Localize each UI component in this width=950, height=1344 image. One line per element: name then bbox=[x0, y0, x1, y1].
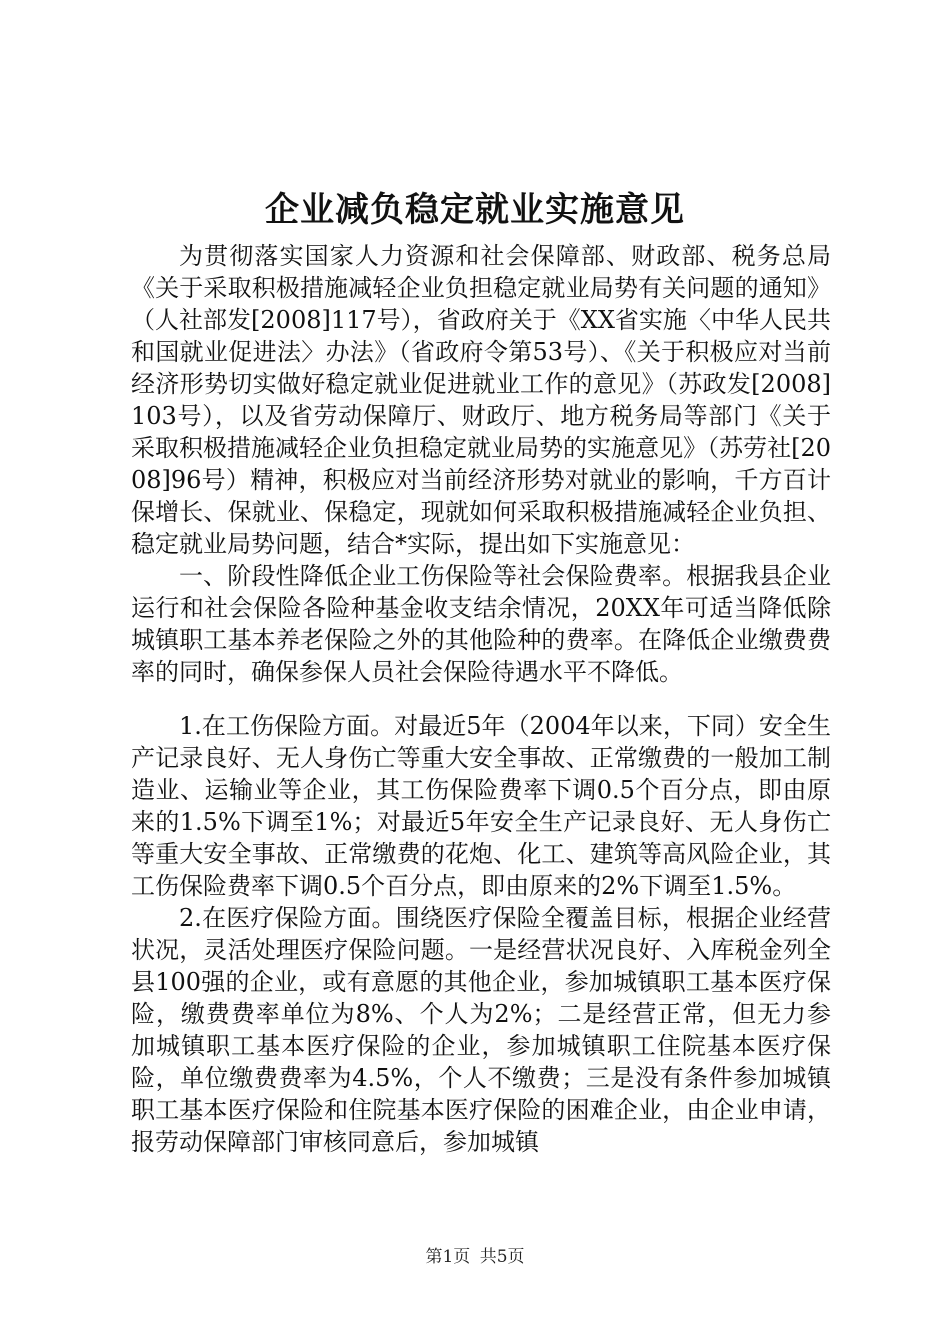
page-footer bbox=[0, 1246, 950, 1268]
page-total: 共5页 bbox=[479, 1247, 525, 1267]
document-title: 企业减负稳定就业实施意见 bbox=[265, 190, 685, 230]
page-number: 第1页 bbox=[425, 1247, 471, 1267]
paragraph-item-2: 2.在医疗保险方面。围绕医疗保险全覆盖目标，根据企业经营状况，灵活处理医疗保险问题。一是经营状况良好、入库税金列全县100强的企业，或有意愿的其他企业，参加城镇职工基本医疗保险，缴费费率单位为8%、个人为2%；二是经营正常，但无力参加城镇职工基本医疗保险的企业，参加城镇职工住院基本医疗保险，单位缴费费率为4.5%，个人不缴费；三是没有条件参加城镇职工基本医疗保险和住院基本医疗保险的困难企业，由企业申请，报劳动保障部门审核同意后，参加城镇 bbox=[131, 904, 831, 1156]
paragraph-section-1: 一、阶段性降低企业工伤保险等社会保险费率。根据我县企业运行和社会保险各险种基金收支结余情况，20XX年可适当降低除城镇职工基本养老保险之外的其他险种的费率。在降低企业缴费费率的同时，确保参保人员社会保险待遇水平不降低。 bbox=[131, 562, 831, 686]
paragraph-item-1: 1.在工伤保险方面。对最近5年（2004年以来，下同）安全生产记录良好、无人身伤亡等重大安全事故、正常缴费的一般加工制造业、运输业等企业，其工伤保险费率下调0.5个百分点，即由原来的1.5%下调至1%；对最近5年安全生产记录良好、无人身伤亡等重大安全事故、正常缴费的花炮、化工、建筑等高风险企业，其工伤保险费率下调0.5个百分点，即由原来的2%下调至1.5%。 bbox=[131, 712, 831, 900]
paragraph-intro: 为贯彻落实国家人力资源和社会保障部、财政部、税务总局《关于采取积极措施减轻企业负担稳定就业局势有关问题的通知》（人社部发[2008]117号），省政府关于《XX省实施〈中华人民共和国就业促进法〉办法》（省政府令第53号）、《关于积极应对当前经济形势切实做好稳定就业促进就业工作的意见》（苏政发[2008]103号），以及省劳动保障厅、财政厅、地方税务局等部门《关于采取积极措施减轻企业负担稳定就业局势的实施意见》（苏劳社[2008]96号）精神，积极应对当前经济形势对就业的影响，千方百计保增长、保就业、保稳定，现就如何采取积极措施减轻企业负担、稳定就业局势问题，结合*实际，提出如下实施意见： bbox=[131, 242, 831, 558]
document-body bbox=[131, 240, 831, 1158]
